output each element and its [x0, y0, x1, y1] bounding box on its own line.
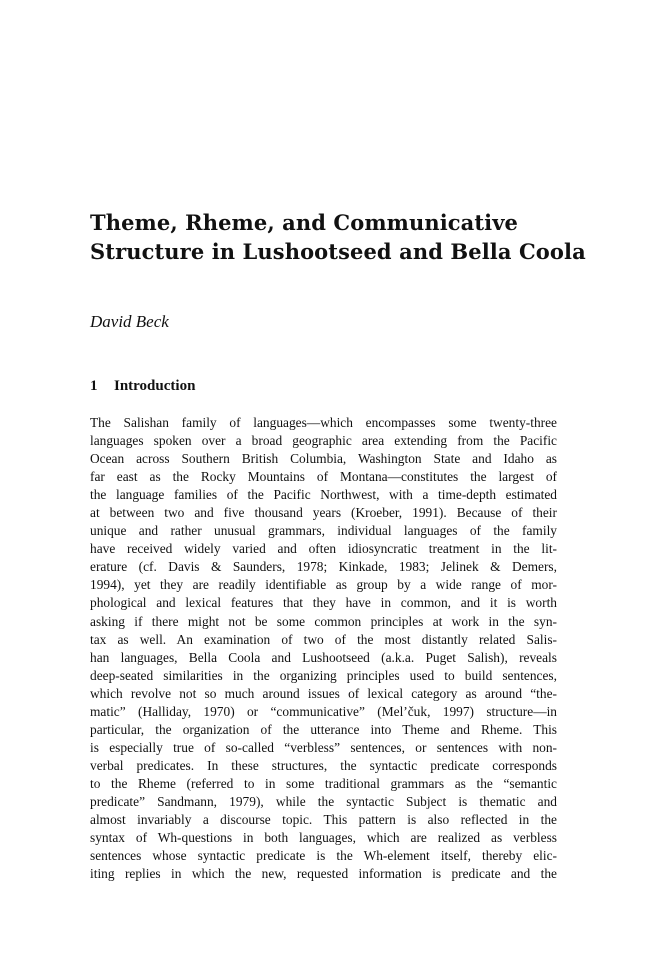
author-name: David Beck: [90, 312, 169, 331]
body-line: sentences whose syntactic predicate is the Wh-element itself, thereby elic-: [90, 848, 557, 864]
body-line: far east as the Rocky Mountains of Montana—constitutes the largest of: [90, 469, 557, 485]
body-line: unique and rather unusual grammars, individual languages of the family: [90, 523, 557, 539]
body-paragraph: [90, 414, 557, 883]
body-line: at between two and five thousand years (Kroeber, 1991). Because of their: [90, 505, 557, 521]
body-line: to the Rheme (referred to in some traditional grammars as the “semantic: [90, 775, 557, 791]
body-line: the language families of the Pacific Northwest, with a time-depth estimated: [90, 487, 557, 503]
body-line: have received widely varied and often idiosyncratic treatment in the lit-: [90, 541, 557, 557]
body-line: which revolve not so much around issues of lexical category as around “the-: [90, 685, 557, 701]
body-line: almost invariably a discourse topic. This pattern is also reflected in the: [90, 812, 557, 828]
body-line: phological and lexical features that they have in common, and it is worth: [90, 595, 557, 611]
section-title: Introduction: [114, 378, 196, 394]
body-line: verbal predicates. In these structures, the syntactic predicate corresponds: [90, 757, 557, 773]
section-number: 1: [90, 378, 98, 394]
body-line: matic” (Halliday, 1970) or “communicative” (Mel’čuk, 1997) structure—in: [90, 703, 557, 719]
body-line: han languages, Bella Coola and Lushootseed (a.k.a. Puget Salish), reveals: [90, 649, 557, 665]
section-heading: [90, 376, 195, 396]
body-line: 1994), yet they are readily identifiable as group by a wide range of mor-: [90, 577, 557, 593]
body-line: languages spoken over a broad geographic area extending from the Pacific: [90, 433, 557, 449]
body-line: deep-seated similarities in the organizing principles used to build sentences,: [90, 667, 557, 683]
body-line: is especially true of so-called “verbless” sentences, or sentences with non-: [90, 739, 557, 755]
body-line: iting replies in which the new, requested information is predicate and the: [90, 866, 557, 882]
body-line: asking if there might not be some common principles at work in the syn-: [90, 613, 557, 629]
body-line: The Salishan family of languages—which encompasses some twenty-three: [90, 415, 557, 430]
body-line: tax as well. An examination of two of the most distantly related Salis-: [90, 631, 557, 647]
body-line: Ocean across Southern British Columbia, Washington State and Idaho as: [90, 451, 557, 467]
paper-title-line-2: Structure in Lushootseed and Bella Coola: [90, 239, 586, 264]
body-line: predicate” Sandmann, 1979), while the syntactic Subject is thematic and: [90, 793, 557, 809]
body-line: erature (cf. Davis & Saunders, 1978; Kinkade, 1983; Jelinek & Demers,: [90, 559, 557, 575]
paper-title-line-1: Theme, Rheme, and Communicative: [90, 210, 519, 235]
body-line: syntax of Wh-questions in both languages, which are realized as verbless: [90, 830, 557, 846]
body-line: particular, the organization of the utterance into Theme and Rheme. This: [90, 721, 557, 737]
paper-title: [90, 208, 586, 266]
